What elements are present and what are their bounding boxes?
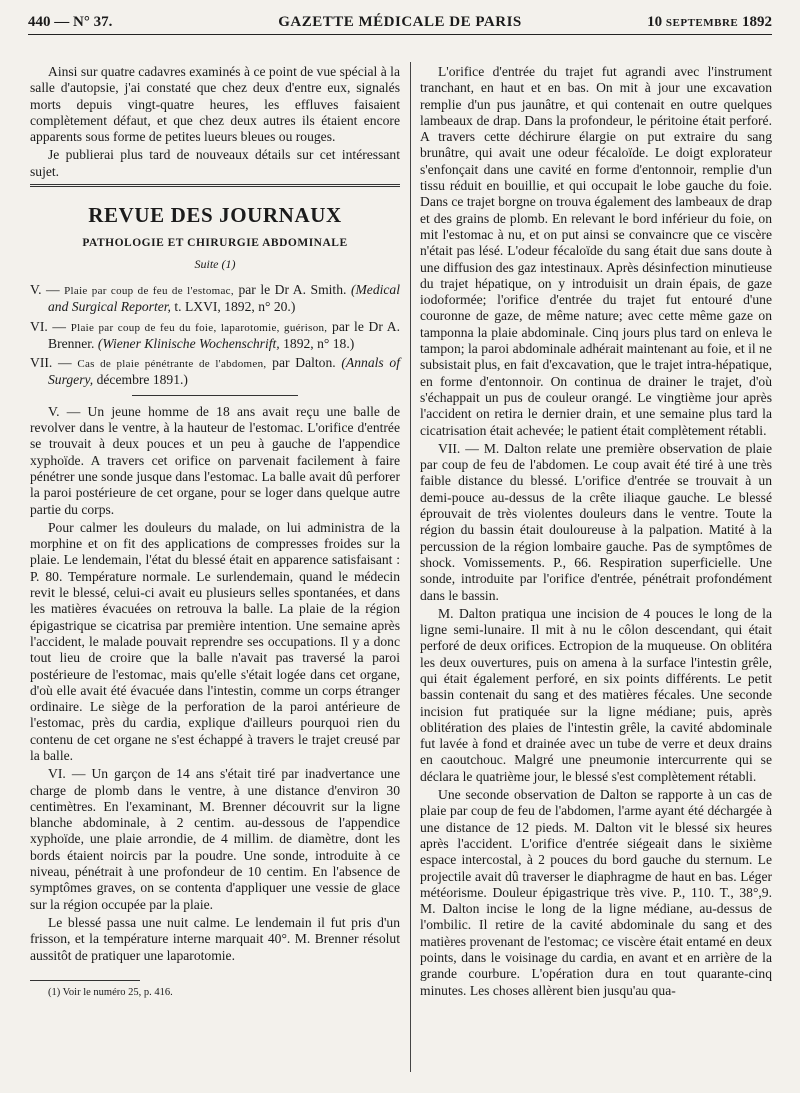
footnote-rule bbox=[30, 980, 140, 981]
left-column bbox=[30, 64, 400, 1003]
page-header bbox=[28, 8, 772, 34]
body-paragraph: Une seconde observation de Dalton se rapporte à un cas de plaie par coup de feu de l'abdomen, l'arme ayant été déchargée à une distance de 12 pieds. M. Dalton vit le blessé six heures après l'accident. L'orifice d'entrée siégeait dans le sixième espace intercostal, à 2 pouces du bord gauche du sternum. Le projectile avait dû traverser le diaphragme de haut en bas. Léger météorisme. Douleur épigastrique très vive. P., 110. T., 38°,9. M. Dalton incise le long de la ligne médiane, au-dessus de l'ombilic. Il retire de la cavité abdominale du sang et des matières provenant de l'estomac; ce viscère était entamé en deux points, dans le voisinage du cardia, en avant et en arrière de la grande courbure. L'opération dura en tout quarante-cinq minutes. Les choses allèrent bien jusqu'au qua- bbox=[420, 787, 772, 998]
intro-paragraph: Ainsi sur quatre cadavres examinés à ce point de vue spécial à la salle d'autopsie, j'ai constaté que chez deux d'entre eux, signalés morts depuis vingt-quatre heures, les effluves faisaient complètement défaut, et que chez deux autres ils étaient encore apparents sous forme de petites lueurs bleues ou rouges. bbox=[30, 64, 400, 145]
entries-divider bbox=[132, 395, 299, 396]
issue-date: 10 SEPTEMBRE 1892 bbox=[647, 14, 772, 30]
review-title: REVUE DES JOURNAUX bbox=[88, 203, 342, 228]
page-number-issue: 440 — N° 37. bbox=[28, 14, 113, 30]
right-column bbox=[420, 64, 772, 1001]
intro-paragraph: Je publierai plus tard de nouveaux détails sur cet intéressant sujet. bbox=[30, 147, 400, 179]
body-paragraph: Pour calmer les douleurs du malade, on lui administra de la morphine et on fit des applications de compresses froides sur la plaie. Le lendemain, l'état du blessé était en apparence satisfaisant : P. 80. Température normale. Le surlendemain, quand le médecin revit le blessé, celui-ci avait eu plusieurs selles spontanées, et dans les matières évacuées on retrouva la balle. La plaie de la région épigastrique se cicatrisa par première intention. Une semaine après l'accident, le malade pouvait reprendre ses occupations. Il y a donc tout lieu de croire que la balle n'avait pas traversé la paroi postérieure de l'estomac, mais qu'elle s'était logée dans cet organe, d'où elle avait été évacuée dans l'intestin, comme un corps étranger ordinaire. Le siège de la perforation de la paroi antérieure de l'estomac, près du cardia, explique d'ailleurs pourquoi rien du contenu de cet organe ne s'est échappé à travers le trajet creusé par la balle. bbox=[30, 519, 400, 763]
journal-title: GAZETTE MÉDICALE DE PARIS bbox=[278, 14, 522, 30]
body-paragraph: VI. — Un garçon de 14 ans s'était tiré par inadvertance une charge de plomb dans le ventre, à une distance d'environ 30 centimètres. En l'examinant, M. Brenner découvrit sur la ligne blanche abdominale, à 2 centim. au-dessous de l'appendice xyphoïde, une plaie arrondie, de 4 millim. de diamètre, dont les bords étaient noircis par la poudre. Une sonde, introduite à ce niveau, pénétrait à une profondeur de 10 centim. En l'absence de symptômes graves, on se contenta d'appliquer une vessie de glace sur la région occupée par la plaie. bbox=[30, 766, 400, 912]
body-paragraph: M. Dalton pratiqua une incision de 4 pouces le long de la ligne semi-lunaire. Il mit à nu le côlon descendant, qui était perforé de deux orifices. Ectropion de la muqueuse. On oblitéra les deux ouvertures, puis on amena à la surface l'intestin grêle, qui était également perforé, en six points différents. Le petit bassin contenait du sang et des matières fécales. Une seconde incision fut pratiquée sur la ligne médiane; puis, après oblitération des plaies de l'intestin grêle, la cavité abdominale fut lavée à fond et drainée avec un tube de verre et deux drains en caoutchouc. Malgré une pneumonie intercurrente qui se déclara le quatrième jour, le blessé s'est complètement rétabli. bbox=[420, 605, 772, 784]
bibliography-entry: V. — Plaie par coup de feu de l'estomac, par le Dr A. Smith. (Medical and Surgical Reporter, t. LXVI, 1892, n° 20.) bbox=[30, 281, 401, 315]
body-paragraph: Le blessé passa une nuit calme. Le lendemain il fut pris d'un frisson, et la température interne marquait 40°. M. Brenner résolut aussitôt de pratiquer une laparotomie. bbox=[30, 914, 400, 963]
review-subtitle: PATHOLOGIE ET CHIRURGIE ABDOMINALE bbox=[82, 237, 348, 250]
section-divider bbox=[30, 184, 400, 187]
body-paragraph: L'orifice d'entrée du trajet fut agrandi avec l'instrument tranchant, en haut et en bas. On mit à jour une excavation remplie d'un pus jaunâtre, et qui contenait en outre quelques lambeaux de drap. Dans la profondeur, le péritoine était perforé. A travers cette déchirure élargie on put extraire du sang brunâtre, qui avait une odeur fécaloïde. Le doigt explorateur s'enfonçait dans une cavité en forme d'entonnoir, remplie d'un tissu réduit en bouillie, et qui occupait le lobe gauche du foie. Dans ce trajet borgne on trouva également des lambeaux de drap et des grains de plomb. En relevant le bord inférieur du foie, on mit l'estomac à nu, et on put ainsi se convaincre que ce viscère n'était pas lésé. L'odeur fécaloïde du sang était due sans doute à une diffusion des gaz intestinaux. Après désinfection minutieuse du trajet hépatique, on y introduisit un drain épais, de gaze iodoformée; l'orifice d'entrée du trajet fut entouré d'une couronne de gaze, de même nature; avec cette même gaze on tamponna la plaie abdominale. Cinq jours plus tard on enleva le tampon; la paroi abdominale adhérait maintenant au foie, et il ne subsistait plus, en fait d'excavation, que le trajet intra-hépatique, en forme d'entonnoir. On continua de drainer le trajet, d'où s'échappait un pus de couleur orangé. Le vingtième jour après l'accident on retira le dernier drain, et une semaine plus tard la cicatrisation était achevée; le patient était complètement rétabli. bbox=[420, 64, 772, 438]
bibliography-entry: VII. — Cas de plaie pénétrante de l'abdomen, par Dalton. (Annals of Surgery, décembre 1891.) bbox=[30, 355, 401, 388]
bibliography-entry: VI. — Plaie par coup de feu du foie, laparotomie, guérison, par le Dr A. Brenner. (Wiener Klinische Wochenschrift, 1892, n° 18.) bbox=[30, 318, 401, 351]
footnote: (1) Voir le numéro 25, p. 416. bbox=[48, 986, 173, 998]
body-paragraph: VII. — M. Dalton relate une première observation de plaie par coup de feu de l'abdomen. Le coup avait été tiré à une très faible distance du blessé. L'orifice d'entrée se trouvait à un demi-pouce au-dessus de la crête iliaque gauche. Le blessé éprouvait de très violentes douleurs dans le ventre. Toute la région du bassin était douloureuse à la palpation. Matité à la percussion de la région lombaire gauche. Pas de symptômes de shock. Vomissements. P., 66. Respiration superficielle. Une sonde, introduite par l'orifice d'entrée, pénétrait profondément dans le bassin. bbox=[420, 440, 772, 603]
review-suite: Suite (1) bbox=[194, 256, 236, 271]
body-paragraph: V. — Un jeune homme de 18 ans avait reçu une balle de revolver dans le ventre, à la hauteur de l'estomac. L'orifice d'entrée se trouvait à deux pouces et un peu à gauche de l'appendice xyphoïde. A travers cet orifice on parvenait facilement à faire pénétrer une sonde jusque dans l'estomac. La balle avait dû perforer la paroi postérieure de cet organe, pour se loger dans quelque autre partie du corps. bbox=[30, 403, 400, 517]
header-rule bbox=[28, 34, 772, 35]
column-divider bbox=[410, 62, 411, 1072]
